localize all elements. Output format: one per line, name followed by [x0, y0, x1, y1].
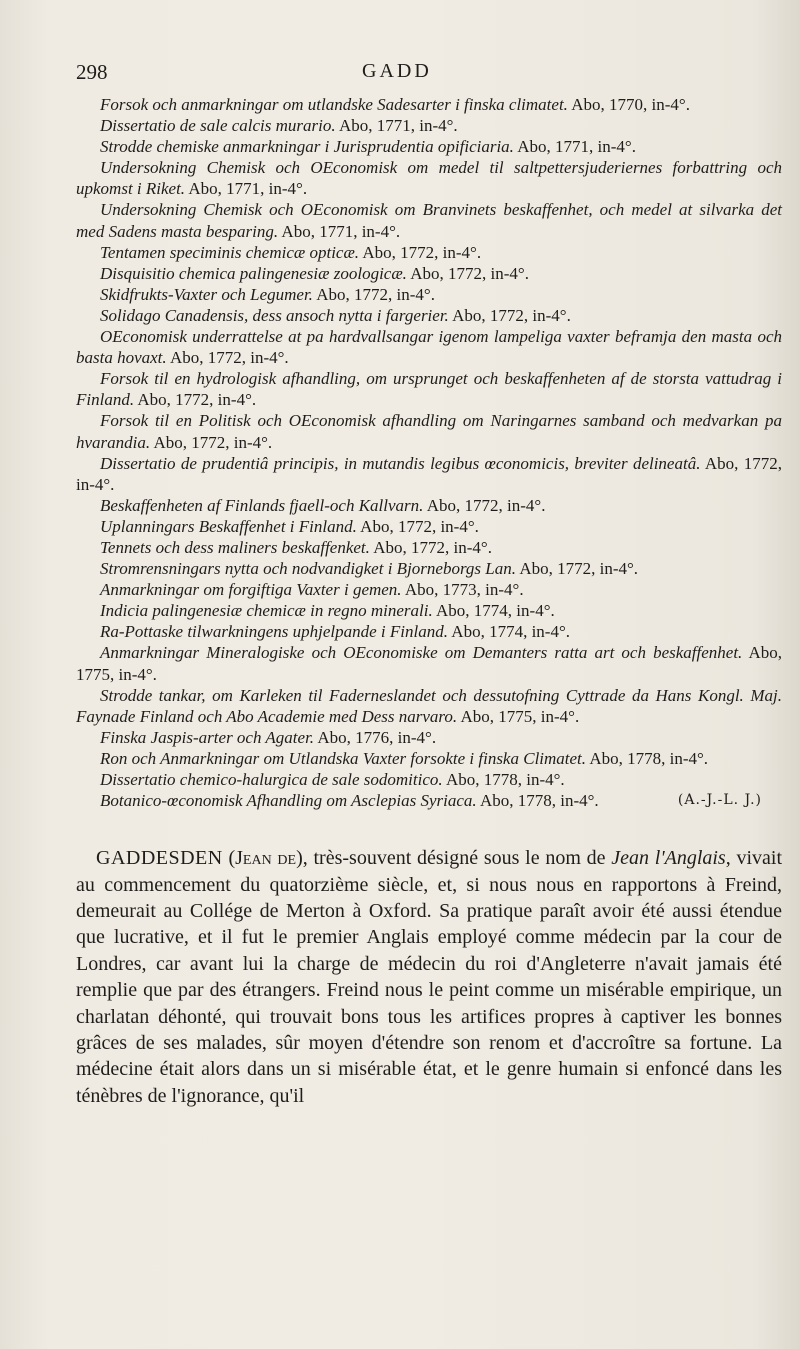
bibliography-entry: [76, 284, 782, 305]
entry-title: Beskaffenheten af Finlands fjaell-och Kallvarn.: [100, 495, 424, 515]
bibliography-entry: [76, 94, 782, 115]
entry-title: Dissertatio de prudentiâ principis, in mutandis legibus œconomicis, breviter delineatâ.: [100, 453, 701, 473]
entry-imprint: Abo, 1772, in-4°.: [153, 432, 273, 452]
entry-title: Disquisitio chemica palingenesiæ zoologicæ.: [100, 263, 407, 283]
entry-title: Uplanningars Beskaffenhet i Finland.: [100, 516, 357, 536]
bibliography-entry: [76, 642, 782, 684]
article-headword: GADDESDEN: [96, 847, 223, 870]
entry-imprint: Abo, 1776, in-4°.: [317, 727, 437, 747]
entry-imprint: Abo, 1772, in-4°.: [316, 284, 435, 304]
entry-imprint: Abo, 1772, in-4°.: [373, 537, 492, 557]
bibliography-entry: [76, 600, 782, 621]
bibliography-entry: [76, 769, 782, 790]
entry-imprint: Abo, 1774, in-4°.: [451, 622, 571, 642]
entry-imprint: Abo, 1771, in-4°.: [338, 116, 458, 136]
article-forename: Jean de: [235, 847, 297, 870]
entry-title: Forsok til en hydrologisk afhandling, om ursprunget och beskaffenheten af de storsta vattudrag i Finland.: [76, 369, 782, 410]
running-head: GADD: [362, 60, 432, 82]
bibliography-entry: [76, 199, 782, 241]
entry-imprint: Abo, 1778, in-4°.: [445, 770, 565, 789]
entry-imprint: Abo, 1773, in-4°.: [404, 580, 524, 600]
entry-title: Indicia palingenesiæ chemicæ in regno minerali.: [100, 601, 433, 621]
bibliography-entry: [76, 157, 782, 199]
entry-imprint: Abo, 1778, in-4°.: [589, 748, 709, 768]
entry-imprint: Abo, 1771, in-4°.: [281, 221, 401, 241]
bibliography-entry: [76, 727, 782, 748]
article-body: , vivait au commencement du quatorzième siècle, et, si nous nous en rapportons à Freind, demeurait au Collége de Merton à Oxford. Sa pratique paraît avoir été aussi étendue que lucrative, et il fut le premier Anglais employé comme médecin par la cour de Londres, car avant lui la charge de médecin du roi d'Angleterre n'avait jamais été remplie que par des étrangers. Freind nous le peint comme un misérable empirique, un charlatan déhonté, qui trouvait bons tous les artifices propres à captiver les bonnes grâces de ses malades, sûr moyen d'étendre son renom et d'accroître sa fortune. La médecine était alors dans un si misérable état, et le genre humain si enfoncé dans les ténèbres de l'ignorance, qu'il: [76, 847, 783, 1107]
entry-title: Skidfrukts-Vaxter och Legumer.: [100, 284, 313, 304]
entry-title: Ra-Pottaske tilwarkningens uphjelpande i Finland.: [100, 622, 448, 642]
entry-imprint: Abo, 1772, in-4°.: [410, 263, 529, 283]
entry-title: Tentamen speciminis chemicæ opticæ.: [100, 242, 360, 262]
page-number: 298: [76, 60, 108, 84]
entry-title: Strodde tankar, om Karleken til Faderneslandet och dessutofning Cyttrade da Hans Kongl. Maj. Faynade Finland och Abo Academie med Dess narvaro.: [76, 685, 782, 726]
entry-imprint: Abo, 1772, in-4°.: [137, 390, 257, 410]
bibliography-entry: [76, 579, 782, 600]
entry-title: Anmarkningar om forgiftiga Vaxter i gemen.: [100, 580, 402, 600]
article-entry: GADDESDEN (Jean de), très-souvent désigné sous le nom de Jean l'Anglais, vivait au commencement du quatorzième siècle, et, si nous nous en rapportons à Freind, demeurait au Collége de Merton à Oxford. Sa pratique paraît avoir été aussi étendue que lucrative, et il fut le premier Anglais employé comme médecin par la cour de Londres, car avant lui la charge de médecin du roi d'Angleterre n'avait jamais été remplie que par des étrangers. Freind nous le peint comme un misérable empirique, un charlatan déhonté, qui trouvait bons tous les artifices propres à captiver les bonnes grâces de ses malades, sûr moyen d'étendre son renom et d'accroître sa fortune. La médecine était alors dans un si misérable état, et le genre humain si enfoncé dans les ténèbres de l'ignorance, qu'il: [76, 847, 783, 1107]
bibliography-entry: [76, 242, 782, 263]
entry-imprint: Abo, 1775, in-4°.: [460, 706, 580, 726]
bibliography-entry: [76, 685, 782, 727]
bibliography-entry: [76, 558, 782, 579]
bibliography-entry: [76, 305, 782, 326]
page-header: [76, 60, 778, 94]
entry-imprint: Abo, 1772, in-4°.: [360, 516, 479, 536]
entry-title: Undersokning Chemisk och OEconomisk om Branvinets beskaffenhet, och medel at silvarka det med Sadens masta besparing.: [76, 200, 782, 241]
entry-imprint: Abo, 1775, in-4°.: [76, 643, 783, 684]
entry-title: Solidago Canadensis, dess ansoch nytta i fargerier.: [100, 305, 449, 325]
article-alias: Jean l'Anglais: [611, 847, 726, 870]
entry-title: Ron och Anmarkningar om Utlandska Vaxter forsokte i finska Climatet.: [100, 748, 587, 768]
entry-imprint: Abo, 1771, in-4°.: [188, 179, 308, 199]
bibliography-entry: [76, 453, 782, 495]
entry-title: Botanico-œconomisk Afhandling om Asclepias Syriaca.: [100, 791, 477, 811]
bibliography-entry: [76, 136, 782, 157]
entry-title: Forsok och anmarkningar om utlandske Sadesarter i finska climatet.: [100, 95, 568, 114]
entry-title: Dissertatio de sale calcis murario.: [100, 116, 336, 136]
entry-imprint: Abo, 1772, in-4°.: [362, 242, 482, 262]
article-lead: très-souvent désigné sous le nom de: [313, 847, 606, 870]
bibliography-entry: [76, 516, 782, 537]
entry-title: Forsok til en Politisk och OEconomisk afhandling om Naringarnes samband och medvarkan pa hvarandia.: [76, 411, 782, 452]
entry-title: Strodde chemiske anmarkningar i Jurisprudentia opificiaria.: [100, 137, 514, 157]
entry-imprint: Abo, 1772, in-4°.: [452, 305, 571, 325]
entry-imprint: Abo, 1772, in-4°.: [519, 559, 639, 579]
bibliography-entry: [76, 621, 782, 642]
entry-title: OEconomisk underrattelse at pa hardvallsangar igenom lampeliga vaxter beframja den masta och basta hovaxt.: [76, 327, 782, 368]
entry-title: Tennets och dess maliners beskaffenket.: [100, 537, 370, 557]
bibliography-entry: [76, 537, 782, 558]
entry-imprint: Abo, 1770, in-4°.: [571, 95, 690, 114]
bibliography-entry: [76, 748, 782, 769]
entry-title: Stromrensningars nytta och nodvandigket i Bjorneborgs Lan.: [100, 559, 517, 579]
entry-imprint: Abo, 1772, in-4°.: [169, 348, 289, 368]
entry-title: Anmarkningar Mineralogiske och OEconomiske om Demanters ratta art och beskaffenhet.: [100, 643, 743, 663]
bibliography-entry: [76, 495, 782, 516]
entry-imprint: Abo, 1772, in-4°.: [426, 495, 546, 515]
entry-imprint: Abo, 1772, in-4°.: [76, 453, 783, 494]
entry-imprint: Abo, 1771, in-4°.: [517, 137, 636, 157]
entry-title: Undersokning Chemisk och OEconomisk om medel til saltpettersjuderiernes forbattring och upkomst i Riket.: [76, 158, 782, 199]
entry-imprint: Abo, 1774, in-4°.: [436, 601, 555, 621]
bibliography-entry: [76, 410, 782, 452]
entry-title: Dissertatio chemico-halurgica de sale sodomitico.: [100, 770, 443, 789]
bibliography-entry: [76, 326, 782, 368]
entry-imprint: Abo, 1778, in-4°.: [479, 791, 599, 811]
bibliography-entry: [76, 263, 782, 284]
author-attribution: (A.-J.-L. J.): [677, 792, 762, 809]
bibliography-list: [76, 94, 782, 811]
bibliography-entry: [76, 115, 782, 136]
entry-title: Finska Jaspis-arter och Agater.: [100, 727, 315, 747]
bibliography-entry: [76, 368, 782, 410]
